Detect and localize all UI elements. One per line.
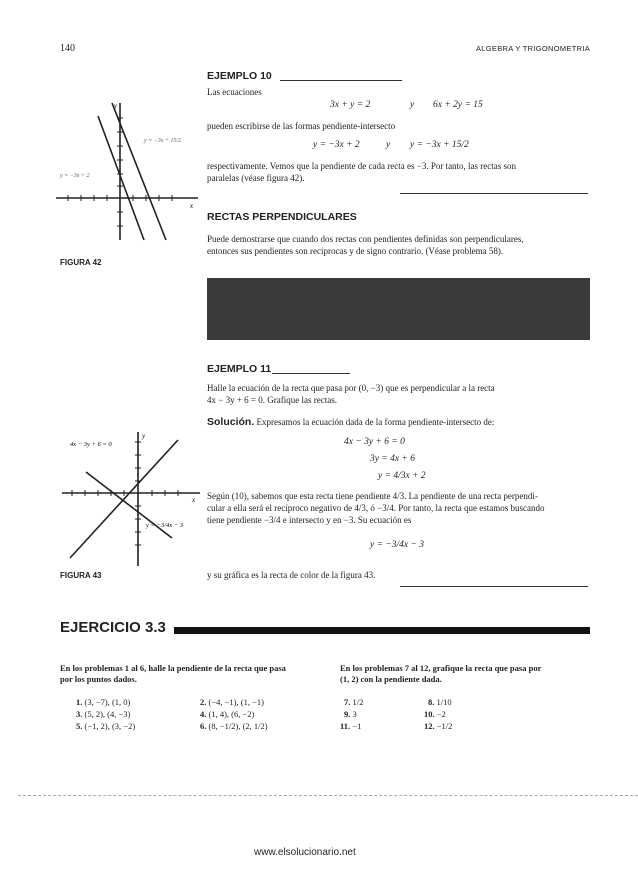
fig42-label-right: y = −3x + 15/2 [144, 138, 182, 144]
perpendicular-title: RECTAS PERPENDICULARES [207, 211, 357, 223]
exercise-title-bar [174, 627, 590, 634]
example-11-step1: 4x − 3y + 6 = 0 [344, 437, 405, 447]
exercise-item: 7. 1/2 [344, 697, 364, 707]
exercise-right-header-2: (1, 2) con la pendiente dada. [340, 674, 442, 684]
exercise-item: 10. −2 [424, 709, 446, 719]
fig42-axis-y-label: y [114, 102, 118, 110]
example-10-text3-line1: respectivamente. Vemos que la pendiente de cada recta es −3. Por tanto, las rectas son [207, 161, 517, 171]
example-11-title-rule [272, 373, 350, 374]
example-10-eq1a: 3x + y = 2 [330, 100, 371, 110]
exercise-item: 12. −1/2 [424, 721, 453, 731]
exercise-left-header-2: por los puntos dados. [60, 674, 137, 684]
example-11-para1: Según (10), sabemos que esta recta tiene pendiente 4/3. La pendiente de una recta perpendi- [207, 491, 538, 501]
figure-43-label: FIGURA 43 [60, 571, 102, 580]
solution-line [207, 416, 494, 428]
example-10-title: EJEMPLO 10 [207, 70, 272, 82]
example-11-para3: tiene pendiente −3/4 e intersecto y en −3. Su ecuación es [207, 515, 412, 525]
figure-42-graph [56, 98, 206, 248]
figure-43-graph [56, 428, 206, 568]
exercise-item: 6. (8, −1/2), (2, 1/2) [200, 721, 268, 731]
example-11-step3: y = 4/3x + 2 [378, 471, 426, 481]
scan-line [18, 795, 638, 796]
running-title: ALGEBRA Y TRIGONOMETRIA [476, 44, 591, 53]
exercise-item: 11. −1 [340, 721, 362, 731]
footer-url[interactable]: www.elsolucionario.net [254, 847, 356, 858]
fig42-label-left: y = −3x + 2 [60, 173, 90, 179]
exercise-item: 1. (3, −7), (1, 0) [76, 697, 131, 707]
perpendicular-line1: Puede demostrarse que cuando dos rectas con pendientes definidas son perpendiculares, [207, 234, 524, 244]
fig43-line-given [70, 440, 178, 558]
page-number: 140 [60, 43, 75, 54]
example-10-intro: Las ecuaciones [207, 87, 262, 97]
shaded-box [207, 278, 590, 340]
exercise-left-header-1: En los problemas 1 al 6, halle la pendiente de la recta que pasa [60, 663, 286, 673]
exercise-item: 8. 1/10 [428, 697, 452, 707]
example-10-text3-line2: paralelas (véase figura 42). [207, 173, 305, 183]
example-11-line1: Halle la ecuación de la recta que pasa por (0, −3) que es perpendicular a la recta [207, 383, 495, 393]
exercise-item: 4. (1, 4), (6, −2) [200, 709, 255, 719]
fig43-label-top: 4x − 3y + 6 = 0 [70, 441, 112, 448]
example-10-eq2a: y = −3x + 2 [313, 140, 360, 150]
example-10-eq1b: 6x + 2y = 15 [433, 100, 483, 110]
fig43-label-bottom: y = −3/4x − 3 [146, 522, 183, 529]
example-11-line2: 4x − 3y + 6 = 0. Grafique las rectas. [207, 395, 337, 405]
fig42-axis-x-label: x [190, 202, 194, 210]
example-10-conj2: y [386, 140, 391, 150]
example-10-title-rule [280, 80, 402, 81]
example-11-step2: 3y = 4x + 6 [370, 454, 416, 464]
solution-text: Expresamos la ecuación dada de la forma pendiente-intersecto de: [256, 417, 495, 427]
fig43-axis-y-label: y [142, 432, 146, 440]
exercise-item: 9. 3 [344, 709, 357, 719]
exercise-item: 5. (−1, 2), (3, −2) [76, 721, 136, 731]
fig43-axis-x-label: x [192, 496, 196, 504]
example-11-closing: y su gráfica es la recta de color de la figura 43. [207, 570, 376, 580]
exercise-item: 3. (5, 2), (4, −3) [76, 709, 131, 719]
solution-label: Solución. [207, 416, 255, 428]
example-11-end-rule [400, 586, 588, 587]
fig42-line-left [98, 116, 144, 240]
example-11-para2: cular a ella será el recíproco negativo de 4/3, ó −3/4. Por tanto, la recta que estamos buscando [207, 503, 545, 513]
perpendicular-line2: entonces sus pendientes son recíprocas y de signo contrario. (Véase problema 58). [207, 246, 504, 256]
exercise-right-header-1: En los problemas 7 al 12, grafique la recta que pasa por [340, 663, 542, 673]
exercise-title: EJERCICIO 3.3 [60, 619, 166, 636]
example-11-title: EJEMPLO 11 [207, 363, 272, 375]
example-10-text2: pueden escribirse de las formas pendiente-intersecto [207, 121, 396, 131]
exercise-item: 2. (−4, −1), (1, −1) [200, 697, 264, 707]
example-10-eq2b: y = −3x + 15/2 [410, 140, 469, 150]
example-11-final-eq: y = −3/4x − 3 [370, 540, 425, 550]
example-10-conj1: y [410, 100, 415, 110]
example-10-end-rule [400, 193, 588, 194]
figure-42-label: FIGURA 42 [60, 258, 102, 267]
